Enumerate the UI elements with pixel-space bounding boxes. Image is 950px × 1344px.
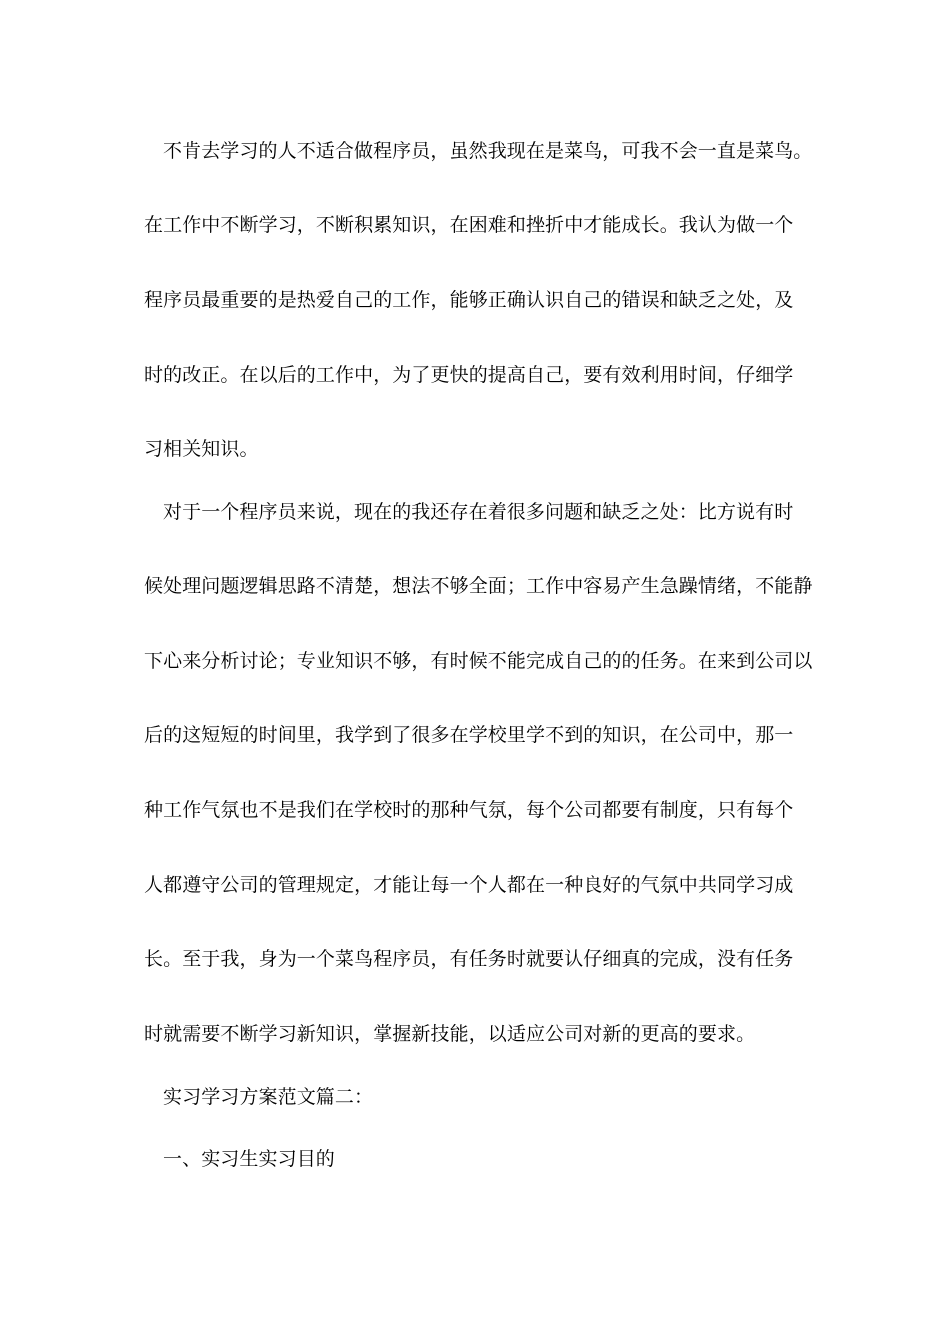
paragraph-2-line-2: 候处理问题逻辑思路不清楚，想法不够全面；工作中容易产生急躁情绪，不能静 <box>144 575 813 597</box>
paragraph-1-line-4: 时的改正。在以后的工作中，为了更快的提高自己，要有效利用时间，仔细学 <box>144 364 794 386</box>
paragraph-1-line-5: 习相关知识。 <box>144 438 259 460</box>
paragraph-2-line-4: 后的这短短的时间里，我学到了很多在学校里学不到的知识，在公司中，那一 <box>144 724 794 746</box>
paragraph-2-line-7: 长。至于我，身为一个菜鸟程序员，有任务时就要认仔细真的完成，没有任务 <box>144 948 794 970</box>
paragraph-2-line-1: 对于一个程序员来说，现在的我还存在着很多问题和缺乏之处：比方说有时 <box>163 501 794 523</box>
paragraph-1-line-3: 程序员最重要的是热爱自己的工作，能够正确认识自己的错误和缺乏之处，及 <box>144 289 794 311</box>
paragraph-2-line-3: 下心来分析讨论；专业知识不够，有时候不能完成自己的的任务。在来到公司以 <box>144 650 813 672</box>
subsection-heading: 一、实习生实习目的 <box>163 1148 335 1170</box>
paragraph-2-line-6: 人都遵守公司的管理规定，才能让每一个人都在一种良好的气氛中共同学习成 <box>144 874 794 896</box>
section-heading: 实习学习方案范文篇二： <box>163 1086 374 1108</box>
paragraph-2-line-8: 时就需要不断学习新知识，掌握新技能，以适应公司对新的更高的要求。 <box>144 1023 756 1045</box>
paragraph-2-line-5: 种工作气氛也不是我们在学校时的那种气氛，每个公司都要有制度，只有每个 <box>144 799 794 821</box>
paragraph-1-line-1: 不肯去学习的人不适合做程序员，虽然我现在是菜鸟，可我不会一直是菜鸟。 <box>163 140 813 162</box>
paragraph-1-line-2: 在工作中不断学习，不断积累知识，在困难和挫折中才能成长。我认为做一个 <box>144 214 794 236</box>
